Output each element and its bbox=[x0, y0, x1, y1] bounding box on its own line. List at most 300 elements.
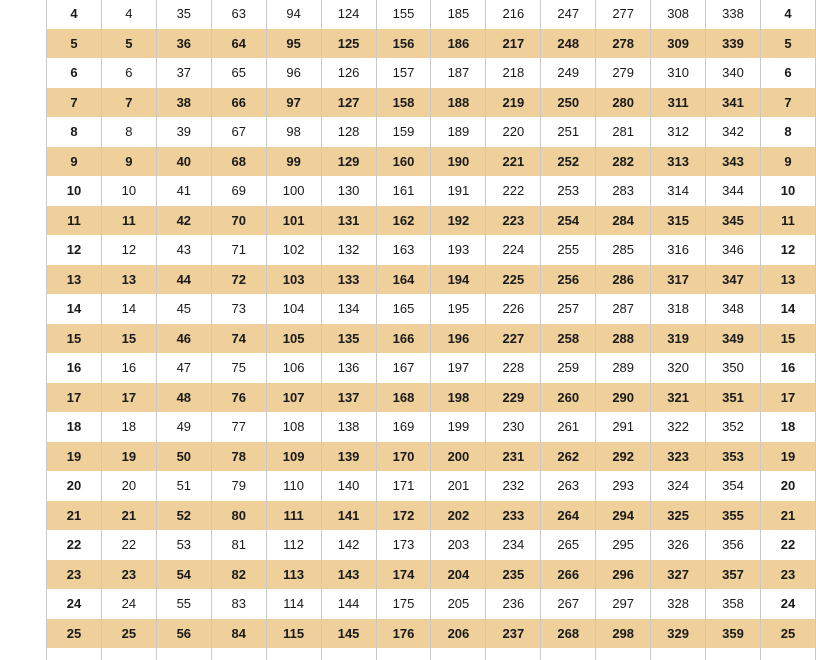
table-cell: 124 bbox=[321, 0, 376, 29]
table-cell: 206 bbox=[431, 619, 486, 649]
table-cell: 204 bbox=[431, 560, 486, 590]
table-cell: 142 bbox=[321, 530, 376, 560]
table-cell: 322 bbox=[651, 412, 706, 442]
table-cell: 324 bbox=[651, 471, 706, 501]
table-cell: 287 bbox=[596, 294, 651, 324]
table-cell: 36 bbox=[156, 29, 211, 59]
table-cell bbox=[541, 648, 596, 660]
table-cell: 298 bbox=[596, 619, 651, 649]
table-cell: 125 bbox=[321, 29, 376, 59]
table-cell: 168 bbox=[376, 383, 431, 413]
table-cell: 55 bbox=[156, 589, 211, 619]
table-cell: 236 bbox=[486, 589, 541, 619]
table-cell: 348 bbox=[706, 294, 761, 324]
table-cell: 160 bbox=[376, 147, 431, 177]
table-cell: 247 bbox=[541, 0, 596, 29]
table-cell: 191 bbox=[431, 176, 486, 206]
table-cell: 286 bbox=[596, 265, 651, 295]
table-cell: 220 bbox=[486, 117, 541, 147]
table-cell: 217 bbox=[486, 29, 541, 59]
table-cell: 327 bbox=[651, 560, 706, 590]
table-cell: 140 bbox=[321, 471, 376, 501]
table-cell: 18 bbox=[101, 412, 156, 442]
table-cell: 14 bbox=[101, 294, 156, 324]
table-cell: 201 bbox=[431, 471, 486, 501]
table-cell: 101 bbox=[266, 206, 321, 236]
table-cell: 161 bbox=[376, 176, 431, 206]
table-cell: 343 bbox=[706, 147, 761, 177]
table-cell: 252 bbox=[541, 147, 596, 177]
table-cell: 127 bbox=[321, 88, 376, 118]
table-cell: 104 bbox=[266, 294, 321, 324]
table-cell: 347 bbox=[706, 265, 761, 295]
table-cell bbox=[706, 648, 761, 660]
table-cell: 96 bbox=[266, 58, 321, 88]
table-cell: 113 bbox=[266, 560, 321, 590]
table-cell bbox=[211, 648, 266, 660]
table-cell: 289 bbox=[596, 353, 651, 383]
table-cell: 12 bbox=[760, 235, 815, 265]
table-cell: 21 bbox=[101, 501, 156, 531]
table-cell: 200 bbox=[431, 442, 486, 472]
table-cell: 109 bbox=[266, 442, 321, 472]
table-cell: 20 bbox=[101, 471, 156, 501]
table-cell: 20 bbox=[760, 471, 815, 501]
table-cell: 353 bbox=[706, 442, 761, 472]
table-cell: 326 bbox=[651, 530, 706, 560]
table-cell: 222 bbox=[486, 176, 541, 206]
table-cell: 317 bbox=[651, 265, 706, 295]
table-cell: 292 bbox=[596, 442, 651, 472]
table-cell: 128 bbox=[321, 117, 376, 147]
table-row bbox=[47, 501, 816, 531]
table-cell: 311 bbox=[651, 88, 706, 118]
table-cell: 312 bbox=[651, 117, 706, 147]
table-cell: 139 bbox=[321, 442, 376, 472]
table-cell: 277 bbox=[596, 0, 651, 29]
table-row bbox=[47, 0, 816, 29]
table-cell: 7 bbox=[47, 88, 102, 118]
table-cell: 73 bbox=[211, 294, 266, 324]
table-cell: 197 bbox=[431, 353, 486, 383]
table-cell: 323 bbox=[651, 442, 706, 472]
table-cell: 259 bbox=[541, 353, 596, 383]
table-cell: 261 bbox=[541, 412, 596, 442]
table-cell: 344 bbox=[706, 176, 761, 206]
table-cell: 350 bbox=[706, 353, 761, 383]
table-cell: 297 bbox=[596, 589, 651, 619]
table-cell: 163 bbox=[376, 235, 431, 265]
table-cell: 231 bbox=[486, 442, 541, 472]
table-row bbox=[47, 58, 816, 88]
table-cell: 39 bbox=[156, 117, 211, 147]
table-cell: 199 bbox=[431, 412, 486, 442]
table-cell: 318 bbox=[651, 294, 706, 324]
table-cell: 7 bbox=[101, 88, 156, 118]
table-cell: 21 bbox=[47, 501, 102, 531]
table-cell: 221 bbox=[486, 147, 541, 177]
table-cell: 46 bbox=[156, 324, 211, 354]
table-cell: 196 bbox=[431, 324, 486, 354]
table-cell: 48 bbox=[156, 383, 211, 413]
table-cell: 296 bbox=[596, 560, 651, 590]
table-cell: 328 bbox=[651, 589, 706, 619]
table-cell: 5 bbox=[760, 29, 815, 59]
table-cell: 237 bbox=[486, 619, 541, 649]
table-cell: 290 bbox=[596, 383, 651, 413]
table-cell: 21 bbox=[760, 501, 815, 531]
table-cell bbox=[431, 648, 486, 660]
table-cell: 56 bbox=[156, 619, 211, 649]
table-cell: 14 bbox=[760, 294, 815, 324]
table-cell: 357 bbox=[706, 560, 761, 590]
table-cell bbox=[486, 648, 541, 660]
table-cell: 94 bbox=[266, 0, 321, 29]
table-cell: 223 bbox=[486, 206, 541, 236]
table-row bbox=[47, 88, 816, 118]
table-cell: 260 bbox=[541, 383, 596, 413]
table-cell: 321 bbox=[651, 383, 706, 413]
table-cell: 145 bbox=[321, 619, 376, 649]
table-cell: 23 bbox=[101, 560, 156, 590]
table-cell bbox=[651, 648, 706, 660]
table-cell: 188 bbox=[431, 88, 486, 118]
table-cell: 53 bbox=[156, 530, 211, 560]
table-cell bbox=[376, 648, 431, 660]
table-cell: 171 bbox=[376, 471, 431, 501]
table-cell: 203 bbox=[431, 530, 486, 560]
table-cell: 235 bbox=[486, 560, 541, 590]
table-cell: 4 bbox=[47, 0, 102, 29]
table-cell: 341 bbox=[706, 88, 761, 118]
table-cell: 278 bbox=[596, 29, 651, 59]
table-cell: 358 bbox=[706, 589, 761, 619]
table-cell: 19 bbox=[47, 442, 102, 472]
table-cell: 22 bbox=[760, 530, 815, 560]
table-cell: 16 bbox=[760, 353, 815, 383]
table-cell: 175 bbox=[376, 589, 431, 619]
table-cell: 310 bbox=[651, 58, 706, 88]
table-cell: 158 bbox=[376, 88, 431, 118]
table-cell: 141 bbox=[321, 501, 376, 531]
table-cell: 18 bbox=[47, 412, 102, 442]
table-cell: 143 bbox=[321, 560, 376, 590]
table-cell: 68 bbox=[211, 147, 266, 177]
table-cell: 44 bbox=[156, 265, 211, 295]
table-row bbox=[47, 530, 816, 560]
table-row bbox=[47, 471, 816, 501]
table-cell: 20 bbox=[47, 471, 102, 501]
table-cell: 23 bbox=[760, 560, 815, 590]
table-cell: 10 bbox=[47, 176, 102, 206]
table-cell: 253 bbox=[541, 176, 596, 206]
table-cell: 166 bbox=[376, 324, 431, 354]
table-cell: 351 bbox=[706, 383, 761, 413]
table-cell: 319 bbox=[651, 324, 706, 354]
table-row bbox=[47, 648, 816, 660]
table-cell: 233 bbox=[486, 501, 541, 531]
table-cell: 107 bbox=[266, 383, 321, 413]
table-cell: 254 bbox=[541, 206, 596, 236]
table-cell: 24 bbox=[47, 589, 102, 619]
table-cell: 75 bbox=[211, 353, 266, 383]
table-row bbox=[47, 383, 816, 413]
table-cell: 313 bbox=[651, 147, 706, 177]
table-cell: 9 bbox=[760, 147, 815, 177]
table-cell: 164 bbox=[376, 265, 431, 295]
table-cell: 359 bbox=[706, 619, 761, 649]
table-cell: 47 bbox=[156, 353, 211, 383]
table-cell: 74 bbox=[211, 324, 266, 354]
table-cell: 225 bbox=[486, 265, 541, 295]
table-cell: 54 bbox=[156, 560, 211, 590]
table-cell bbox=[596, 648, 651, 660]
table-cell: 266 bbox=[541, 560, 596, 590]
table-cell: 190 bbox=[431, 147, 486, 177]
table-cell: 131 bbox=[321, 206, 376, 236]
table-cell: 133 bbox=[321, 265, 376, 295]
table-cell: 192 bbox=[431, 206, 486, 236]
table-cell: 349 bbox=[706, 324, 761, 354]
table-cell: 257 bbox=[541, 294, 596, 324]
table-cell: 13 bbox=[101, 265, 156, 295]
table-cell: 219 bbox=[486, 88, 541, 118]
table-cell: 18 bbox=[760, 412, 815, 442]
table-cell: 228 bbox=[486, 353, 541, 383]
table-cell: 11 bbox=[760, 206, 815, 236]
table-cell: 15 bbox=[101, 324, 156, 354]
table-cell: 325 bbox=[651, 501, 706, 531]
table-cell: 6 bbox=[47, 58, 102, 88]
table-cell: 98 bbox=[266, 117, 321, 147]
table-cell bbox=[101, 648, 156, 660]
table-cell: 63 bbox=[211, 0, 266, 29]
table-cell: 81 bbox=[211, 530, 266, 560]
table-cell: 65 bbox=[211, 58, 266, 88]
table-cell: 218 bbox=[486, 58, 541, 88]
table-cell: 129 bbox=[321, 147, 376, 177]
table-cell: 338 bbox=[706, 0, 761, 29]
table-cell: 265 bbox=[541, 530, 596, 560]
table-cell: 70 bbox=[211, 206, 266, 236]
table-cell: 157 bbox=[376, 58, 431, 88]
table-cell: 224 bbox=[486, 235, 541, 265]
table-cell: 12 bbox=[47, 235, 102, 265]
table-cell: 134 bbox=[321, 294, 376, 324]
table-cell: 165 bbox=[376, 294, 431, 324]
table-cell: 355 bbox=[706, 501, 761, 531]
table-cell: 25 bbox=[47, 619, 102, 649]
table-cell: 309 bbox=[651, 29, 706, 59]
table-cell: 172 bbox=[376, 501, 431, 531]
table-cell: 97 bbox=[266, 88, 321, 118]
table-cell: 136 bbox=[321, 353, 376, 383]
table-cell: 320 bbox=[651, 353, 706, 383]
table-cell: 132 bbox=[321, 235, 376, 265]
table-cell bbox=[156, 648, 211, 660]
table-cell: 248 bbox=[541, 29, 596, 59]
table-body bbox=[47, 0, 816, 660]
table-cell: 82 bbox=[211, 560, 266, 590]
table-cell: 4 bbox=[101, 0, 156, 29]
table-cell: 170 bbox=[376, 442, 431, 472]
table-cell: 284 bbox=[596, 206, 651, 236]
table-cell: 356 bbox=[706, 530, 761, 560]
table-cell: 195 bbox=[431, 294, 486, 324]
table-cell: 250 bbox=[541, 88, 596, 118]
table-cell: 111 bbox=[266, 501, 321, 531]
table-cell: 279 bbox=[596, 58, 651, 88]
table-cell: 291 bbox=[596, 412, 651, 442]
table-cell: 226 bbox=[486, 294, 541, 324]
table-cell: 205 bbox=[431, 589, 486, 619]
table-cell: 6 bbox=[101, 58, 156, 88]
table-cell: 23 bbox=[47, 560, 102, 590]
table-cell: 49 bbox=[156, 412, 211, 442]
table-cell: 137 bbox=[321, 383, 376, 413]
table-cell: 216 bbox=[486, 0, 541, 29]
numeric-reference-table bbox=[46, 0, 816, 660]
table-cell: 8 bbox=[47, 117, 102, 147]
table-cell: 8 bbox=[760, 117, 815, 147]
table-cell: 144 bbox=[321, 589, 376, 619]
table-cell: 232 bbox=[486, 471, 541, 501]
table-cell: 173 bbox=[376, 530, 431, 560]
table-row bbox=[47, 206, 816, 236]
table-cell: 293 bbox=[596, 471, 651, 501]
table-cell: 64 bbox=[211, 29, 266, 59]
table-cell: 156 bbox=[376, 29, 431, 59]
table-cell: 340 bbox=[706, 58, 761, 88]
table-cell: 185 bbox=[431, 0, 486, 29]
table-cell: 15 bbox=[47, 324, 102, 354]
table-cell: 354 bbox=[706, 471, 761, 501]
table-cell: 37 bbox=[156, 58, 211, 88]
table-cell: 268 bbox=[541, 619, 596, 649]
table-cell: 186 bbox=[431, 29, 486, 59]
table-cell: 135 bbox=[321, 324, 376, 354]
table-cell: 103 bbox=[266, 265, 321, 295]
table-cell: 6 bbox=[760, 58, 815, 88]
table-cell: 42 bbox=[156, 206, 211, 236]
table-cell: 267 bbox=[541, 589, 596, 619]
table-cell: 35 bbox=[156, 0, 211, 29]
table-cell: 112 bbox=[266, 530, 321, 560]
table-cell: 72 bbox=[211, 265, 266, 295]
table-cell: 99 bbox=[266, 147, 321, 177]
table-cell: 108 bbox=[266, 412, 321, 442]
table-cell: 352 bbox=[706, 412, 761, 442]
table-cell: 294 bbox=[596, 501, 651, 531]
table-cell: 345 bbox=[706, 206, 761, 236]
table-cell: 17 bbox=[101, 383, 156, 413]
table-row bbox=[47, 619, 816, 649]
table-cell: 40 bbox=[156, 147, 211, 177]
table-cell: 14 bbox=[47, 294, 102, 324]
table-cell: 308 bbox=[651, 0, 706, 29]
table-cell: 10 bbox=[760, 176, 815, 206]
table-cell: 13 bbox=[760, 265, 815, 295]
table-cell: 316 bbox=[651, 235, 706, 265]
table-cell: 4 bbox=[760, 0, 815, 29]
table-cell: 100 bbox=[266, 176, 321, 206]
table-cell: 193 bbox=[431, 235, 486, 265]
table-cell: 346 bbox=[706, 235, 761, 265]
table-cell: 174 bbox=[376, 560, 431, 590]
table-cell: 110 bbox=[266, 471, 321, 501]
table-cell: 230 bbox=[486, 412, 541, 442]
table-cell: 15 bbox=[760, 324, 815, 354]
table-cell: 69 bbox=[211, 176, 266, 206]
table-cell: 16 bbox=[101, 353, 156, 383]
table-cell: 138 bbox=[321, 412, 376, 442]
table-cell: 11 bbox=[101, 206, 156, 236]
table-cell: 5 bbox=[101, 29, 156, 59]
table-cell: 264 bbox=[541, 501, 596, 531]
table-row bbox=[47, 117, 816, 147]
table-cell: 10 bbox=[101, 176, 156, 206]
table-cell: 249 bbox=[541, 58, 596, 88]
table-cell: 329 bbox=[651, 619, 706, 649]
table-cell: 280 bbox=[596, 88, 651, 118]
table-cell: 189 bbox=[431, 117, 486, 147]
table-cell: 187 bbox=[431, 58, 486, 88]
table-cell: 13 bbox=[47, 265, 102, 295]
table-cell: 50 bbox=[156, 442, 211, 472]
table-row bbox=[47, 412, 816, 442]
page-left-margin bbox=[0, 0, 46, 660]
table-cell: 285 bbox=[596, 235, 651, 265]
table-cell: 229 bbox=[486, 383, 541, 413]
table-cell: 315 bbox=[651, 206, 706, 236]
table-cell: 283 bbox=[596, 176, 651, 206]
table-cell: 19 bbox=[760, 442, 815, 472]
table-cell: 5 bbox=[47, 29, 102, 59]
table-cell: 130 bbox=[321, 176, 376, 206]
table-row bbox=[47, 265, 816, 295]
table-cell: 95 bbox=[266, 29, 321, 59]
table-cell: 342 bbox=[706, 117, 761, 147]
table-cell bbox=[321, 648, 376, 660]
table-cell: 9 bbox=[101, 147, 156, 177]
table-cell: 77 bbox=[211, 412, 266, 442]
table-cell: 24 bbox=[101, 589, 156, 619]
table-row bbox=[47, 589, 816, 619]
table-cell: 22 bbox=[101, 530, 156, 560]
table-cell: 66 bbox=[211, 88, 266, 118]
table-cell bbox=[47, 648, 102, 660]
table-row bbox=[47, 147, 816, 177]
table-cell: 234 bbox=[486, 530, 541, 560]
table-cell: 12 bbox=[101, 235, 156, 265]
table-cell: 263 bbox=[541, 471, 596, 501]
table-cell bbox=[760, 648, 815, 660]
table-cell: 11 bbox=[47, 206, 102, 236]
table-cell: 281 bbox=[596, 117, 651, 147]
table-cell: 43 bbox=[156, 235, 211, 265]
table-cell: 255 bbox=[541, 235, 596, 265]
table-cell: 17 bbox=[47, 383, 102, 413]
table-cell: 25 bbox=[101, 619, 156, 649]
table-cell: 22 bbox=[47, 530, 102, 560]
table-cell: 41 bbox=[156, 176, 211, 206]
table-cell: 126 bbox=[321, 58, 376, 88]
table-cell: 159 bbox=[376, 117, 431, 147]
table-row bbox=[47, 235, 816, 265]
table-cell: 105 bbox=[266, 324, 321, 354]
table-cell: 339 bbox=[706, 29, 761, 59]
table-row bbox=[47, 442, 816, 472]
